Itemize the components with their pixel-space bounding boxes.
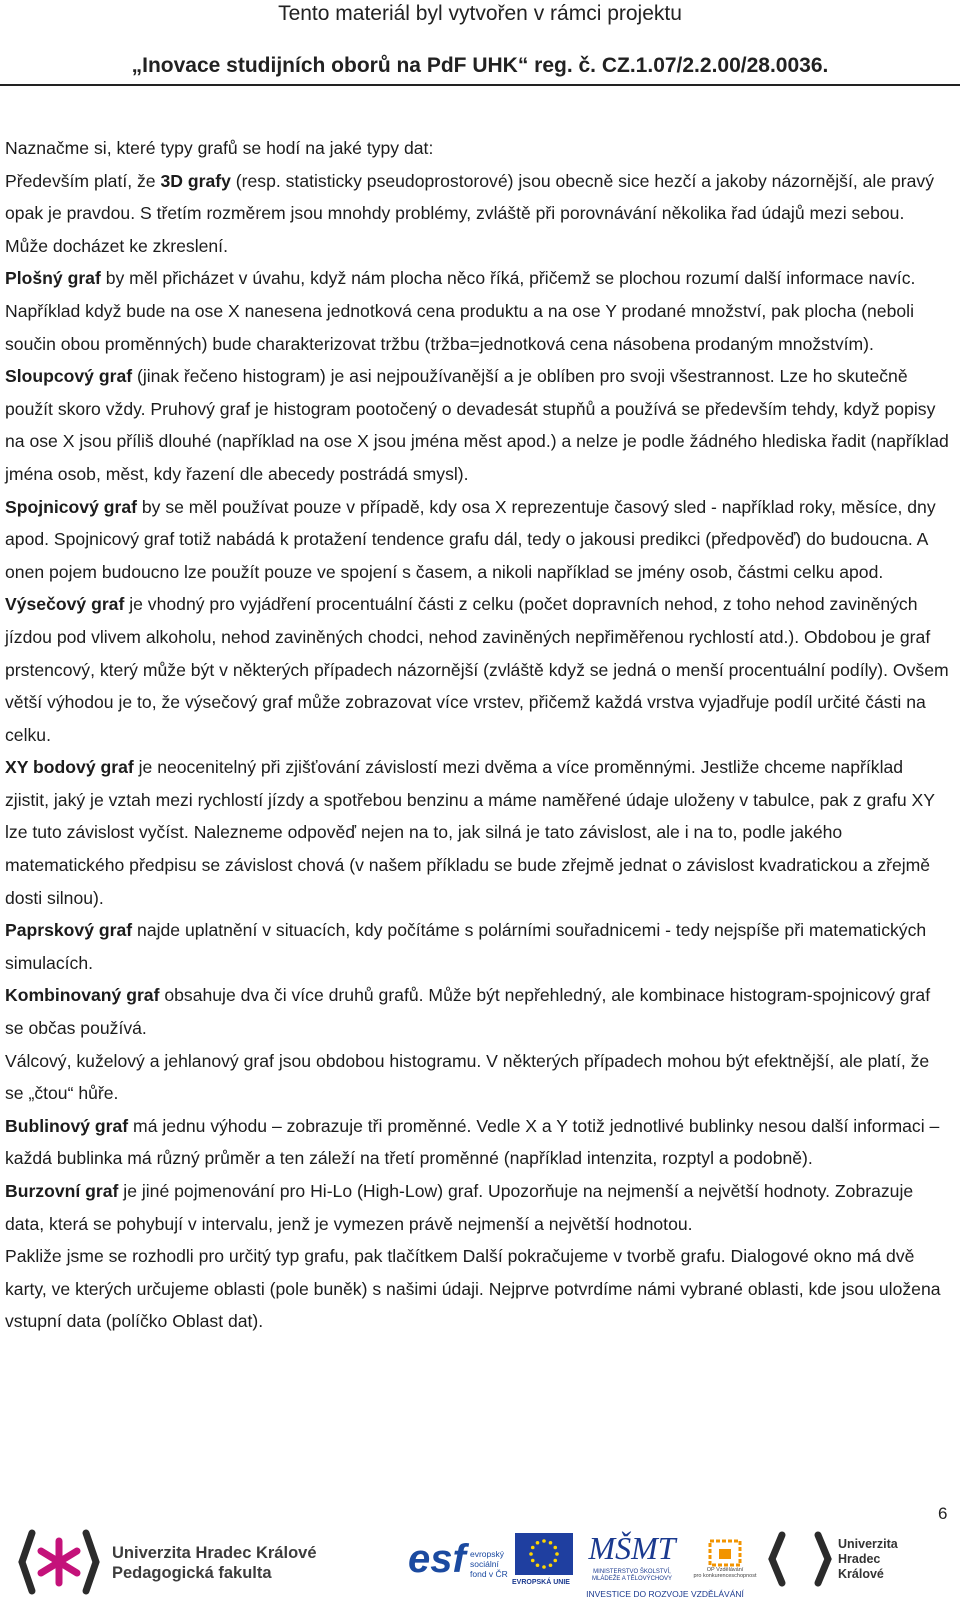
investment-slogan: INVESTICE DO ROZVOJE VZDĚLÁVÁNÍ <box>586 1589 744 1599</box>
graph-type-term: Paprskový graf <box>5 920 133 941</box>
paragraph-text: najde uplatnění v situacích, kdy počítáme s polárními souřadnicemi - tedy nejspíše při matematických simulacích. <box>5 920 927 973</box>
op-caption-line: OP Vzdělávání <box>706 1567 744 1573</box>
paragraph <box>5 491 950 589</box>
paragraph <box>5 1175 950 1240</box>
eu-star-icon <box>531 1546 535 1550</box>
header-divider <box>0 84 960 86</box>
msmt-logo <box>582 1527 682 1587</box>
msmt-caption-line: MINISTERSTVO ŠKOLSTVÍ, <box>593 1569 671 1575</box>
eu-flag-icon <box>515 1533 573 1575</box>
eu-star-icon <box>553 1559 557 1563</box>
uhk-pedf-logo-text <box>112 1543 362 1583</box>
eu-caption: EVROPSKÁ UNIE <box>512 1579 570 1586</box>
msmt-mark-icon <box>582 1527 682 1567</box>
paragraph-text: je vhodný pro vyjádření procentuální části z celku (počet dopravních nehod, z toho nehod zaviněných jízdou pod vlivem alkoholu, nehod zaviněných chodci, nehod zaviněných nepřiměřenou rychlostí atd.). Obdobou je graf prstencový, který může být v některých případech názornější (zvláště když se jedná o menší procentuální podíly). Ovšem větší výhodou je to, že výsečový graf může zobrazovat více vrstev, přičemž každá vrstva vyjadřuje podíl určité části na celku. <box>5 594 949 745</box>
uhk-logo-line: Králové <box>838 1567 884 1581</box>
op-vk-caption <box>690 1567 760 1579</box>
graph-type-term: Spojnicový graf <box>5 496 137 517</box>
graph-type-term: 3D grafy <box>160 170 231 191</box>
uhk-logo-line: Univerzita <box>838 1537 898 1551</box>
graph-type-term: Výsečový graf <box>5 594 125 615</box>
eu-star-icon <box>549 1541 553 1545</box>
paragraph-text: je neocenitelný při zjišťování závislostí mezi dvěma a více proměnnými. Jestliže chceme například zjistit, jaký je vztah mezi rychlostí jízdy a spotřebou benzinu a máme naměřené údaje uloženy v tabulce, pak z grafu XY lze tuto závislost vyčíst. Nalezneme odpověď nejen na to, jak silná je tato závislost, ale i na to, podle jakého matematického předpisu se závislost chová (v našem příkladu se bude zřejmě jednat o závislost kvadratickou a zřejmě dosti silnou). <box>5 757 935 908</box>
paragraph <box>5 588 950 751</box>
document-body <box>5 132 950 1338</box>
op-vk-mark-icon <box>690 1537 760 1567</box>
op-caption-line: pro konkurenceschopnost <box>693 1573 757 1579</box>
eu-star-icon <box>529 1552 533 1556</box>
op-vk-logo <box>690 1537 760 1589</box>
uhk-logo-icon <box>768 1529 832 1589</box>
uhk-logo-line: Hradec <box>838 1552 881 1566</box>
esf-caption-line: sociální <box>470 1559 499 1569</box>
paragraph <box>5 979 950 1044</box>
paragraph-text: (jinak řečeno histogram) je asi nejpoužívanější a je oblíben pro svoji všestrannost. Lze ho skutečně použít skoro vždy. Pruhový graf je histogram pootočený o devadesát stupňů a používá se především tehdy, když popisy na ose X jsou příliš dlouhé (například na ose X jsou jména měst apod.) a nelze je podle žádného hlediska řadit (například jména osob, měst, kdy řazení dle abecedy postrádá smysl). <box>5 366 949 484</box>
eu-star-icon <box>542 1565 546 1569</box>
page-header <box>0 0 960 86</box>
paragraph-text: (resp. statisticky pseudoprostorové) jsou obecně sice hezčí a jakoby názornější, ale pravý opak je pravdou. S třetím rozměrem jsou mnohdy problémy, zvláště při porovnávání několika řad údajů mezi sebou. Může docházet ke zkreslení. <box>5 170 935 256</box>
msmt-caption <box>582 1569 682 1583</box>
header-project-title: „Inovace studijních oborů na PdF UHK“ reg. č. CZ.1.07/2.2.00/28.0036. <box>131 54 829 77</box>
eu-star-icon <box>553 1546 557 1550</box>
paragraph-text: obsahuje dva či více druhů grafů. Může být nepřehledný, ale kombinace histogram-spojnicový graf se občas používá. <box>5 985 931 1039</box>
paragraph-text: by se měl používat pouze v případě, kdy osa X reprezentuje časový sled - například roky, měsíce, dny apod. Spojnicový graf totiž nabádá k protažení tendence grafu dál, tedy o jakousi predikci (předpověď) do budoucna. A onen pojem budoucno lze použít pouze ve spojení s časem, a nikoli například se jmény osob, částmi celku apod. <box>5 496 936 582</box>
esf-caption-line: evropský <box>470 1549 505 1559</box>
paragraph <box>5 262 950 360</box>
page-footer <box>0 1527 960 1605</box>
paragraph-text: Především platí, že <box>5 170 161 191</box>
paragraph-text: Válcový, kuželový a jehlanový graf jsou obdobou histogramu. V některých případech mohou být efektnější, ale platí, že se „čtou“ hůře. <box>5 1050 930 1104</box>
paragraph <box>5 751 950 914</box>
uhk-name: Univerzita Hradec Králové <box>112 1544 317 1562</box>
esf-caption-line: fond v ČR <box>470 1569 508 1579</box>
graph-type-term: Kombinovaný graf <box>5 985 160 1006</box>
eu-star-icon <box>542 1539 546 1543</box>
paragraph <box>5 1045 950 1110</box>
svg-text:MŠMT: MŠMT <box>588 1530 676 1566</box>
paragraph <box>5 1240 950 1338</box>
paragraph-text: Pakliže jsme se rozhodli pro určitý typ grafu, pak tlačítkem Další pokračujeme v tvorbě grafu. Dialogové okno má dvě karty, ve kterých určujeme oblasti (pole buněk) s našimi údaji. Nejprve potvrdíme námi vybrané oblasti, kde jsou uložena vstupní data (políčko Oblast dat). <box>5 1246 941 1332</box>
faculty-name: Pedagogická fakulta <box>112 1564 272 1582</box>
esf-caption <box>470 1549 508 1579</box>
eu-star-icon <box>531 1559 535 1563</box>
paragraph-text: by měl přicházet v úvahu, když nám plocha něco říká, přičemž se plochou rozumí další informace navíc. Například když bude na ose X nanesena jednotková cena produktu a na ose Y prodané množství, pak plocha (neboli součin obou proměnných) bude charakterizovat tržbu (tržba=jednotková cena násobena prodaným množstvím). <box>5 268 916 354</box>
eu-star-icon <box>549 1563 553 1567</box>
graph-type-term: Burzovní graf <box>5 1181 119 1201</box>
paragraph <box>5 1110 950 1175</box>
eu-star-icon <box>536 1541 540 1545</box>
esf-mark: esf <box>408 1537 466 1581</box>
eu-star-icon <box>536 1563 540 1567</box>
eu-star-icon <box>555 1552 559 1556</box>
paragraph-text: je jiné pojmenování pro Hi-Lo (High-Low) graf. Upozorňuje na nejmenší a největší hodnoty. Zobrazuje data, která se pohybují v intervalu, jenž je vymezen právě nejmenší a největší hodnotou. <box>5 1181 914 1234</box>
paragraph <box>5 914 950 979</box>
paragraph <box>5 360 950 490</box>
paragraph-text: má jednu výhodu – zobrazuje tři proměnné. Vedle X a Y totiž jednotlivé bublinky nesou další informaci – každá bublinka má různý průměr a ten záleží na třetí proměnné (například intenzita, rozptyl a podobně). <box>5 1115 940 1169</box>
graph-type-term: Bublinový graf <box>5 1115 129 1136</box>
msmt-caption-line: MLÁDEŽE A TĚLOVÝCHOVY <box>592 1576 672 1582</box>
header-project-line: Tento materiál byl vytvořen v rámci projektu <box>278 2 682 25</box>
paragraph <box>5 132 950 165</box>
uhk-pedf-logo-icon <box>18 1527 100 1597</box>
graph-type-term: Sloupcový graf <box>5 366 133 387</box>
paragraph <box>5 165 950 263</box>
page-number: 6 <box>938 1504 948 1523</box>
paragraph-text: Naznačme si, které typy grafů se hodí na jaké typy dat: <box>5 138 434 158</box>
uhk-logo-text <box>838 1537 898 1582</box>
graph-type-term: Plošný graf <box>5 268 101 289</box>
graph-type-term: XY bodový graf <box>5 757 134 778</box>
